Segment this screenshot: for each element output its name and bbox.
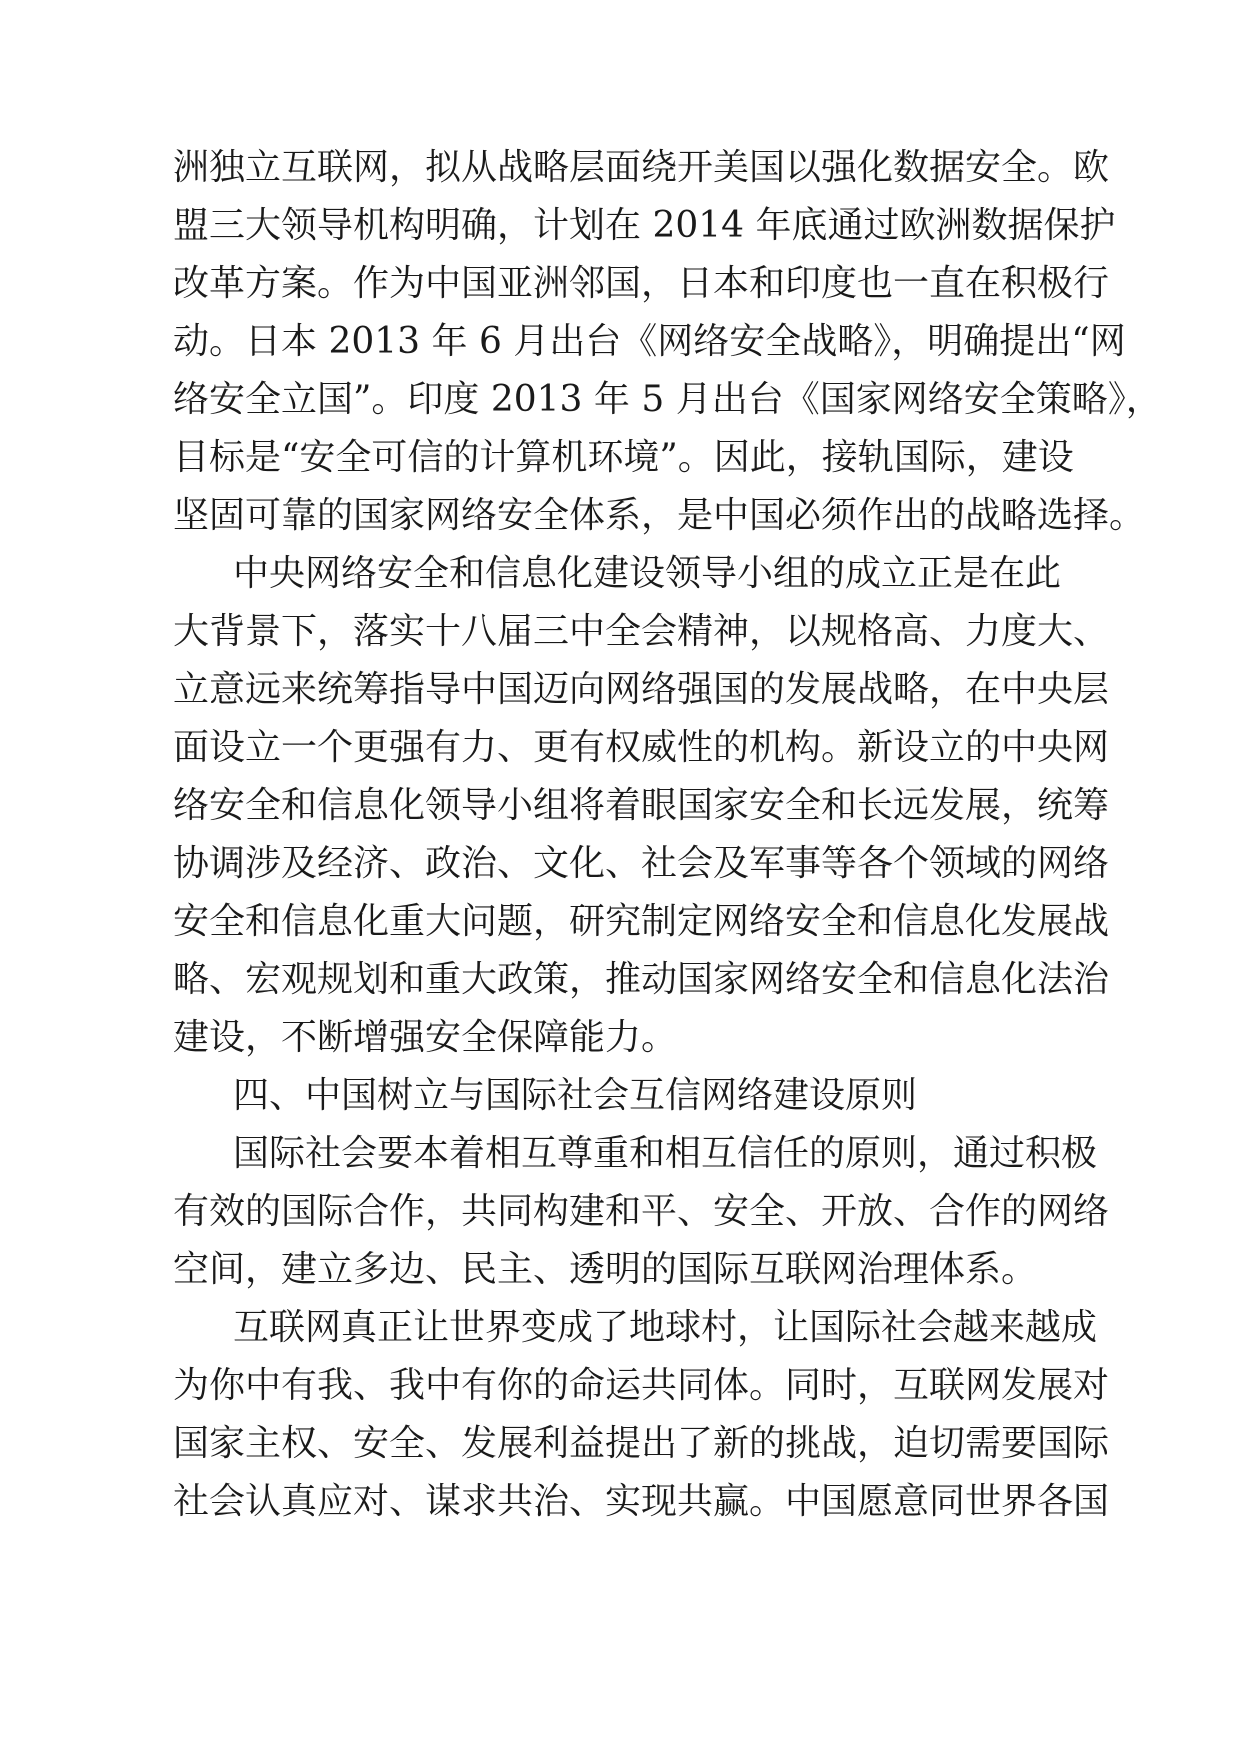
text-line — [0, 1009, 1241, 1067]
line-text: 国家主权、安全、发展利益提出了新的挑战，迫切需要国际 — [173, 1423, 1110, 1464]
text-line — [0, 1357, 1241, 1415]
text-line — [0, 255, 1241, 313]
text-line — [0, 1125, 1241, 1183]
text-line — [0, 1241, 1241, 1299]
text-line — [0, 661, 1241, 719]
text-line — [0, 719, 1241, 777]
text-line — [0, 487, 1241, 545]
line-text: 络安全和信息化领导小组将着眼国家安全和长远发展，统筹 — [173, 785, 1110, 826]
text-line — [0, 429, 1241, 487]
text-line — [0, 777, 1241, 835]
text-line — [0, 139, 1241, 197]
line-text: 互联网真正让世界变成了地球村，让国际社会越来越成 — [233, 1307, 1098, 1348]
line-text: 有效的国际合作，共同构建和平、安全、开放、合作的网络 — [173, 1191, 1110, 1232]
line-text: 建设，不断增强安全保障能力。 — [173, 1017, 678, 1058]
text-line — [0, 835, 1241, 893]
text-line — [0, 371, 1241, 429]
line-text: 络安全立国”。印度 2013 年 5 月出台《国家网络安全策略》， — [173, 379, 1162, 420]
line-text: 安全和信息化重大问题，研究制定网络安全和信息化发展战 — [173, 901, 1110, 942]
line-text: 面设立一个更强有力、更有权威性的机构。新设立的中央网 — [173, 727, 1110, 768]
line-text: 略、宏观规划和重大政策，推动国家网络安全和信息化法治 — [173, 959, 1110, 1000]
text-line — [0, 197, 1241, 255]
line-text: 洲独立互联网，拟从战略层面绕开美国以强化数据安全。欧 — [173, 147, 1110, 188]
text-line — [0, 313, 1241, 371]
text-line — [0, 951, 1241, 1009]
line-text: 动。日本 2013 年 6 月出台《网络安全战略》，明确提出“网 — [173, 321, 1126, 362]
text-line — [0, 1183, 1241, 1241]
text-line — [0, 545, 1241, 603]
line-text: 目标是“安全可信的计算机环境”。因此，接轨国际，建设 — [173, 437, 1074, 478]
line-text: 盟三大领导机构明确，计划在 2014 年底通过欧洲数据保护 — [173, 205, 1116, 246]
text-line — [0, 1473, 1241, 1531]
line-text: 社会认真应对、谋求共治、实现共赢。中国愿意同世界各国 — [173, 1481, 1110, 1522]
text-line — [0, 603, 1241, 661]
line-text: 为你中有我、我中有你的命运共同体。同时，互联网发展对 — [173, 1365, 1110, 1406]
line-text: 国际社会要本着相互尊重和相互信任的原则，通过积极 — [233, 1133, 1098, 1174]
line-text: 中央网络安全和信息化建设领导小组的成立正是在此 — [233, 553, 1062, 594]
text-line — [0, 893, 1241, 951]
text-line — [0, 1415, 1241, 1473]
line-text: 坚固可靠的国家网络安全体系，是中国必须作出的战略选择。 — [173, 495, 1146, 536]
line-text: 立意远来统筹指导中国迈向网络强国的发展战略，在中央层 — [173, 669, 1110, 710]
line-text: 改革方案。作为中国亚洲邻国，日本和印度也一直在积极行 — [173, 263, 1110, 304]
text-line — [0, 1299, 1241, 1357]
line-text: 大背景下，落实十八届三中全会精神，以规格高、力度大、 — [173, 611, 1110, 652]
line-text: 四、中国树立与国际社会互信网络建设原则 — [233, 1075, 918, 1116]
line-text: 空间，建立多边、民主、透明的国际互联网治理体系。 — [173, 1249, 1038, 1290]
line-text: 协调涉及经济、政治、文化、社会及军事等各个领域的网络 — [173, 843, 1110, 884]
section-heading — [0, 1067, 1241, 1125]
